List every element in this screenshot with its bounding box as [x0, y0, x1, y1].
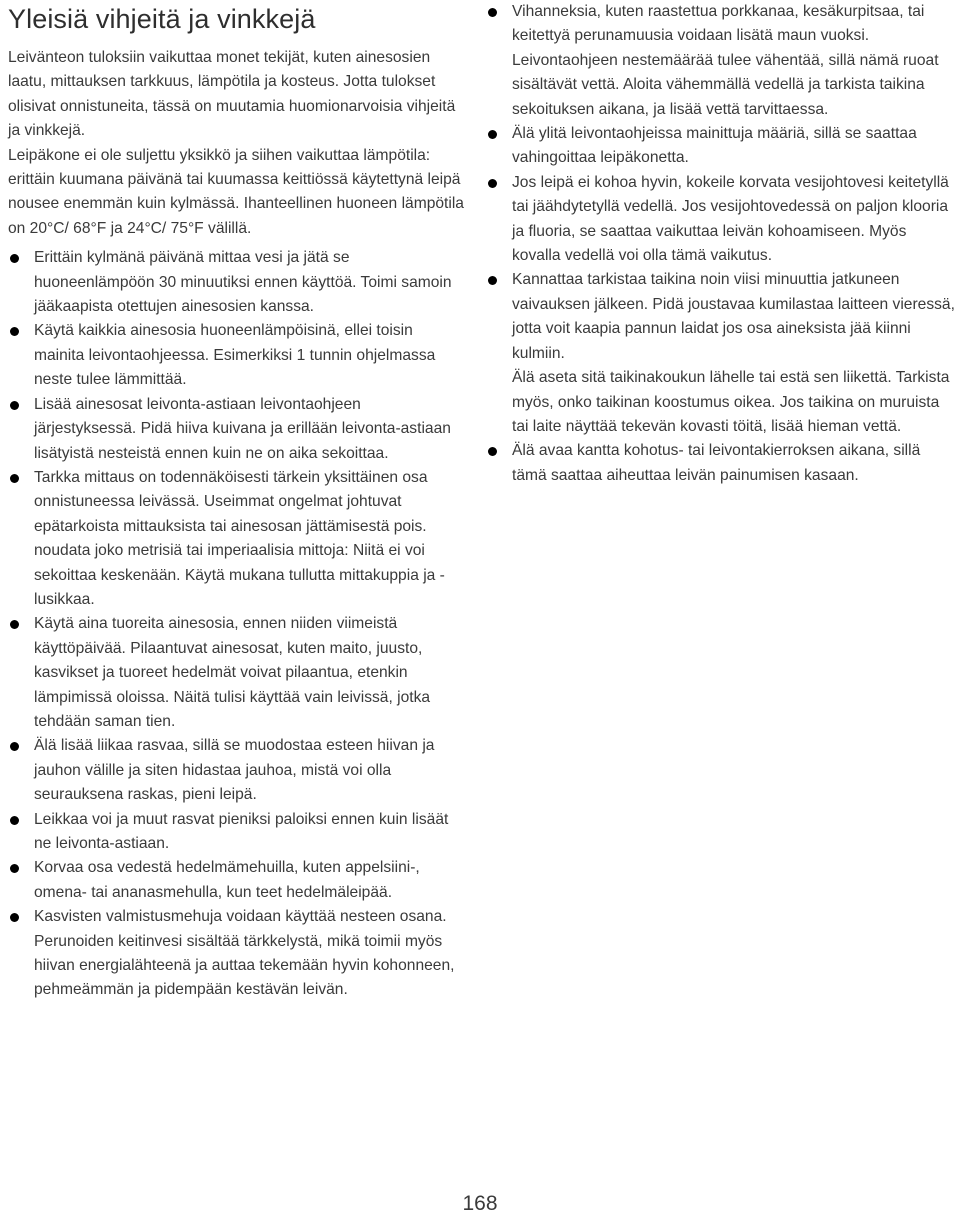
list-item: [486, 0, 956, 122]
tip-text: Erittäin kylmänä päivänä mittaa vesi ja jätä se huoneenlämpöön 30 minuutiksi ennen käyttöä. Toimi samoin jääkaapista otettujen ainesosien kanssa.: [34, 249, 452, 316]
list-item: [8, 612, 464, 734]
temperature-paragraph: Leipäkone ei ole suljettu yksikkö ja siihen vaikuttaa lämpötila: erittäin kuumana päivänä tai kuumassa keittiössä käytettynä leipä nousee enemmän kuin kylmässä. Ihanteellinen huoneen lämpötila on 20°C/ 68°F ja 24°C/ 75°F välillä.: [8, 146, 464, 237]
list-item: [8, 393, 464, 466]
bullet-icon: [10, 864, 19, 873]
list-item: [8, 734, 464, 807]
list-item: [8, 856, 464, 905]
bullet-icon: [10, 474, 19, 483]
right-tips-list: [486, 0, 956, 488]
tip-text: Leikkaa voi ja muut rasvat pieniksi paloiksi ennen kuin lisäät ne leivonta-astiaan.: [34, 810, 449, 852]
tip-text: Käytä kaikkia ainesosia huoneenlämpöisinä, ellei toisin mainita leivontaohjeessa. Esimerkiksi 1 tunnin ohjelmassa neste tulee lämmittää.: [34, 322, 436, 389]
bullet-icon: [10, 401, 19, 410]
list-item: [8, 808, 464, 857]
list-item: [8, 466, 464, 612]
tip-text: Kasvisten valmistusmehuja voidaan käyttää nesteen osana. Perunoiden keitinvesi sisältää tärkkelystä, mikä toimii myös hiivan energialähteenä ja auttaa tekemään hyvin kohonneen, pehmeämmän ja pidempään kestävän leivän.: [34, 908, 455, 999]
tip-text: Älä ylitä leivontaohjeissa mainittuja määriä, sillä se saattaa vahingoittaa leipäkonetta.: [512, 125, 917, 167]
list-item: [486, 122, 956, 171]
tip-text: Vihanneksia, kuten raastettua porkkanaa, kesäkurpitsaa, tai keitettyä perunamuusia voidaan lisätä maun vuoksi. Leivontaohjeen nestemäärää tulee vähentää, sillä nämä ruoat sisältävät vettä. Aloita vähemmällä vedellä ja tarkista taikina sekoituksen aikana, ja lisää vettä tarvittaessa.: [512, 3, 939, 118]
page-title: Yleisiä vihjeitä ja vinkkejä: [8, 4, 316, 34]
tip-text: Käytä aina tuoreita ainesosia, ennen niiden viimeistä käyttöpäivää. Pilaantuvat ainesosat, kuten maito, juusto, kasvikset ja tuoreet hedelmät voivat pilaantua, etenkin lämpimissä oloissa. Näitä tulisi käyttää vain leivissä, jotka tehdään saman tien.: [34, 615, 431, 730]
list-item: [8, 246, 464, 319]
bullet-icon: [488, 130, 497, 139]
left-column: [8, 0, 464, 1003]
left-tips-list: [8, 246, 464, 1003]
bullet-icon: [488, 447, 497, 456]
bullet-icon: [488, 276, 497, 285]
bullet-icon: [10, 913, 19, 922]
list-item: [8, 905, 464, 1003]
right-column: [486, 0, 956, 488]
tip-text: Lisää ainesosat leivonta-astiaan leivontaohjeen järjestyksessä. Pidä hiiva kuivana ja erillään leivonta-astiaan lisätyistä nesteistä ennen kuin ne on aika sekoittaa.: [34, 395, 451, 462]
list-item: [486, 439, 956, 488]
list-item: [486, 268, 956, 439]
tip-text: Älä avaa kantta kohotus- tai leivontakierroksen aikana, sillä tämä saattaa aiheuttaa leivän painumisen kasaan.: [512, 442, 921, 484]
tip-text: Jos leipä ei kohoa hyvin, kokeile korvata vesijohtovesi keitetyllä tai jäähdytetyllä vedellä. Jos vesijohtovedessä on paljon klooria ja fluoria, se saattaa vaikuttaa leivän kohoamiseen. Myös kovalla vedellä voi olla tämä vaikutus.: [512, 173, 949, 265]
page-number: 168: [462, 1192, 498, 1215]
tip-text-continued: Älä aseta sitä taikinakoukun lähelle tai estä sen liikettä. Tarkista myös, onko taikinan koostumus oikea. Jos taikina on muruista tai laite näyttää tekevän kovasti töitä, lisää hieman vettä.: [512, 369, 950, 435]
bullet-icon: [10, 742, 19, 751]
tip-text: Kannattaa tarkistaa taikina noin viisi minuuttia jatkuneen vaivauksen jälkeen. Pidä joustavaa kumilastaa laitteen vieressä, jotta voit kaapia pannun laidat jos osa aineksista jää kiinni kulmiin.: [512, 271, 955, 362]
bullet-icon: [10, 254, 19, 263]
tip-text: Tarkka mittaus on todennäköisesti tärkein yksittäinen osa onnistuneessa leivässä. Useimmat ongelmat johtuvat epätarkoista mittauksista tai ainesosan jättämisestä pois. noudata joko metrisiä tai imperiaalisia mittoja: Niitä ei voi sekoittaa keskenään. Käytä mukana tullutta mittakuppia ja -lusikkaa.: [34, 468, 445, 608]
tip-text: Älä lisää liikaa rasvaa, sillä se muodostaa esteen hiivan ja jauhon välille ja siten hidastaa jauhoa, mistä voi olla seurauksena raskas, pieni leipä.: [34, 737, 435, 804]
bullet-icon: [488, 8, 497, 17]
tip-text: Korvaa osa vedestä hedelmämehuilla, kuten appelsiini-, omena- tai ananasmehulla, kun teet hedelmäleipää.: [34, 859, 420, 901]
bullet-icon: [488, 179, 497, 188]
bullet-icon: [10, 620, 19, 629]
list-item: [8, 319, 464, 392]
bullet-icon: [10, 327, 19, 336]
bullet-icon: [10, 816, 19, 825]
intro-paragraph: Leivänteon tuloksiin vaikuttaa monet tekijät, kuten ainesosien laatu, mittauksen tarkkuus, lämpötila ja kosteus. Jotta tulokset olisivat onnistuneita, tässä on muutamia huomionarvoisia vihjeitä ja vinkkejä.: [8, 49, 456, 140]
list-item: [486, 171, 956, 269]
